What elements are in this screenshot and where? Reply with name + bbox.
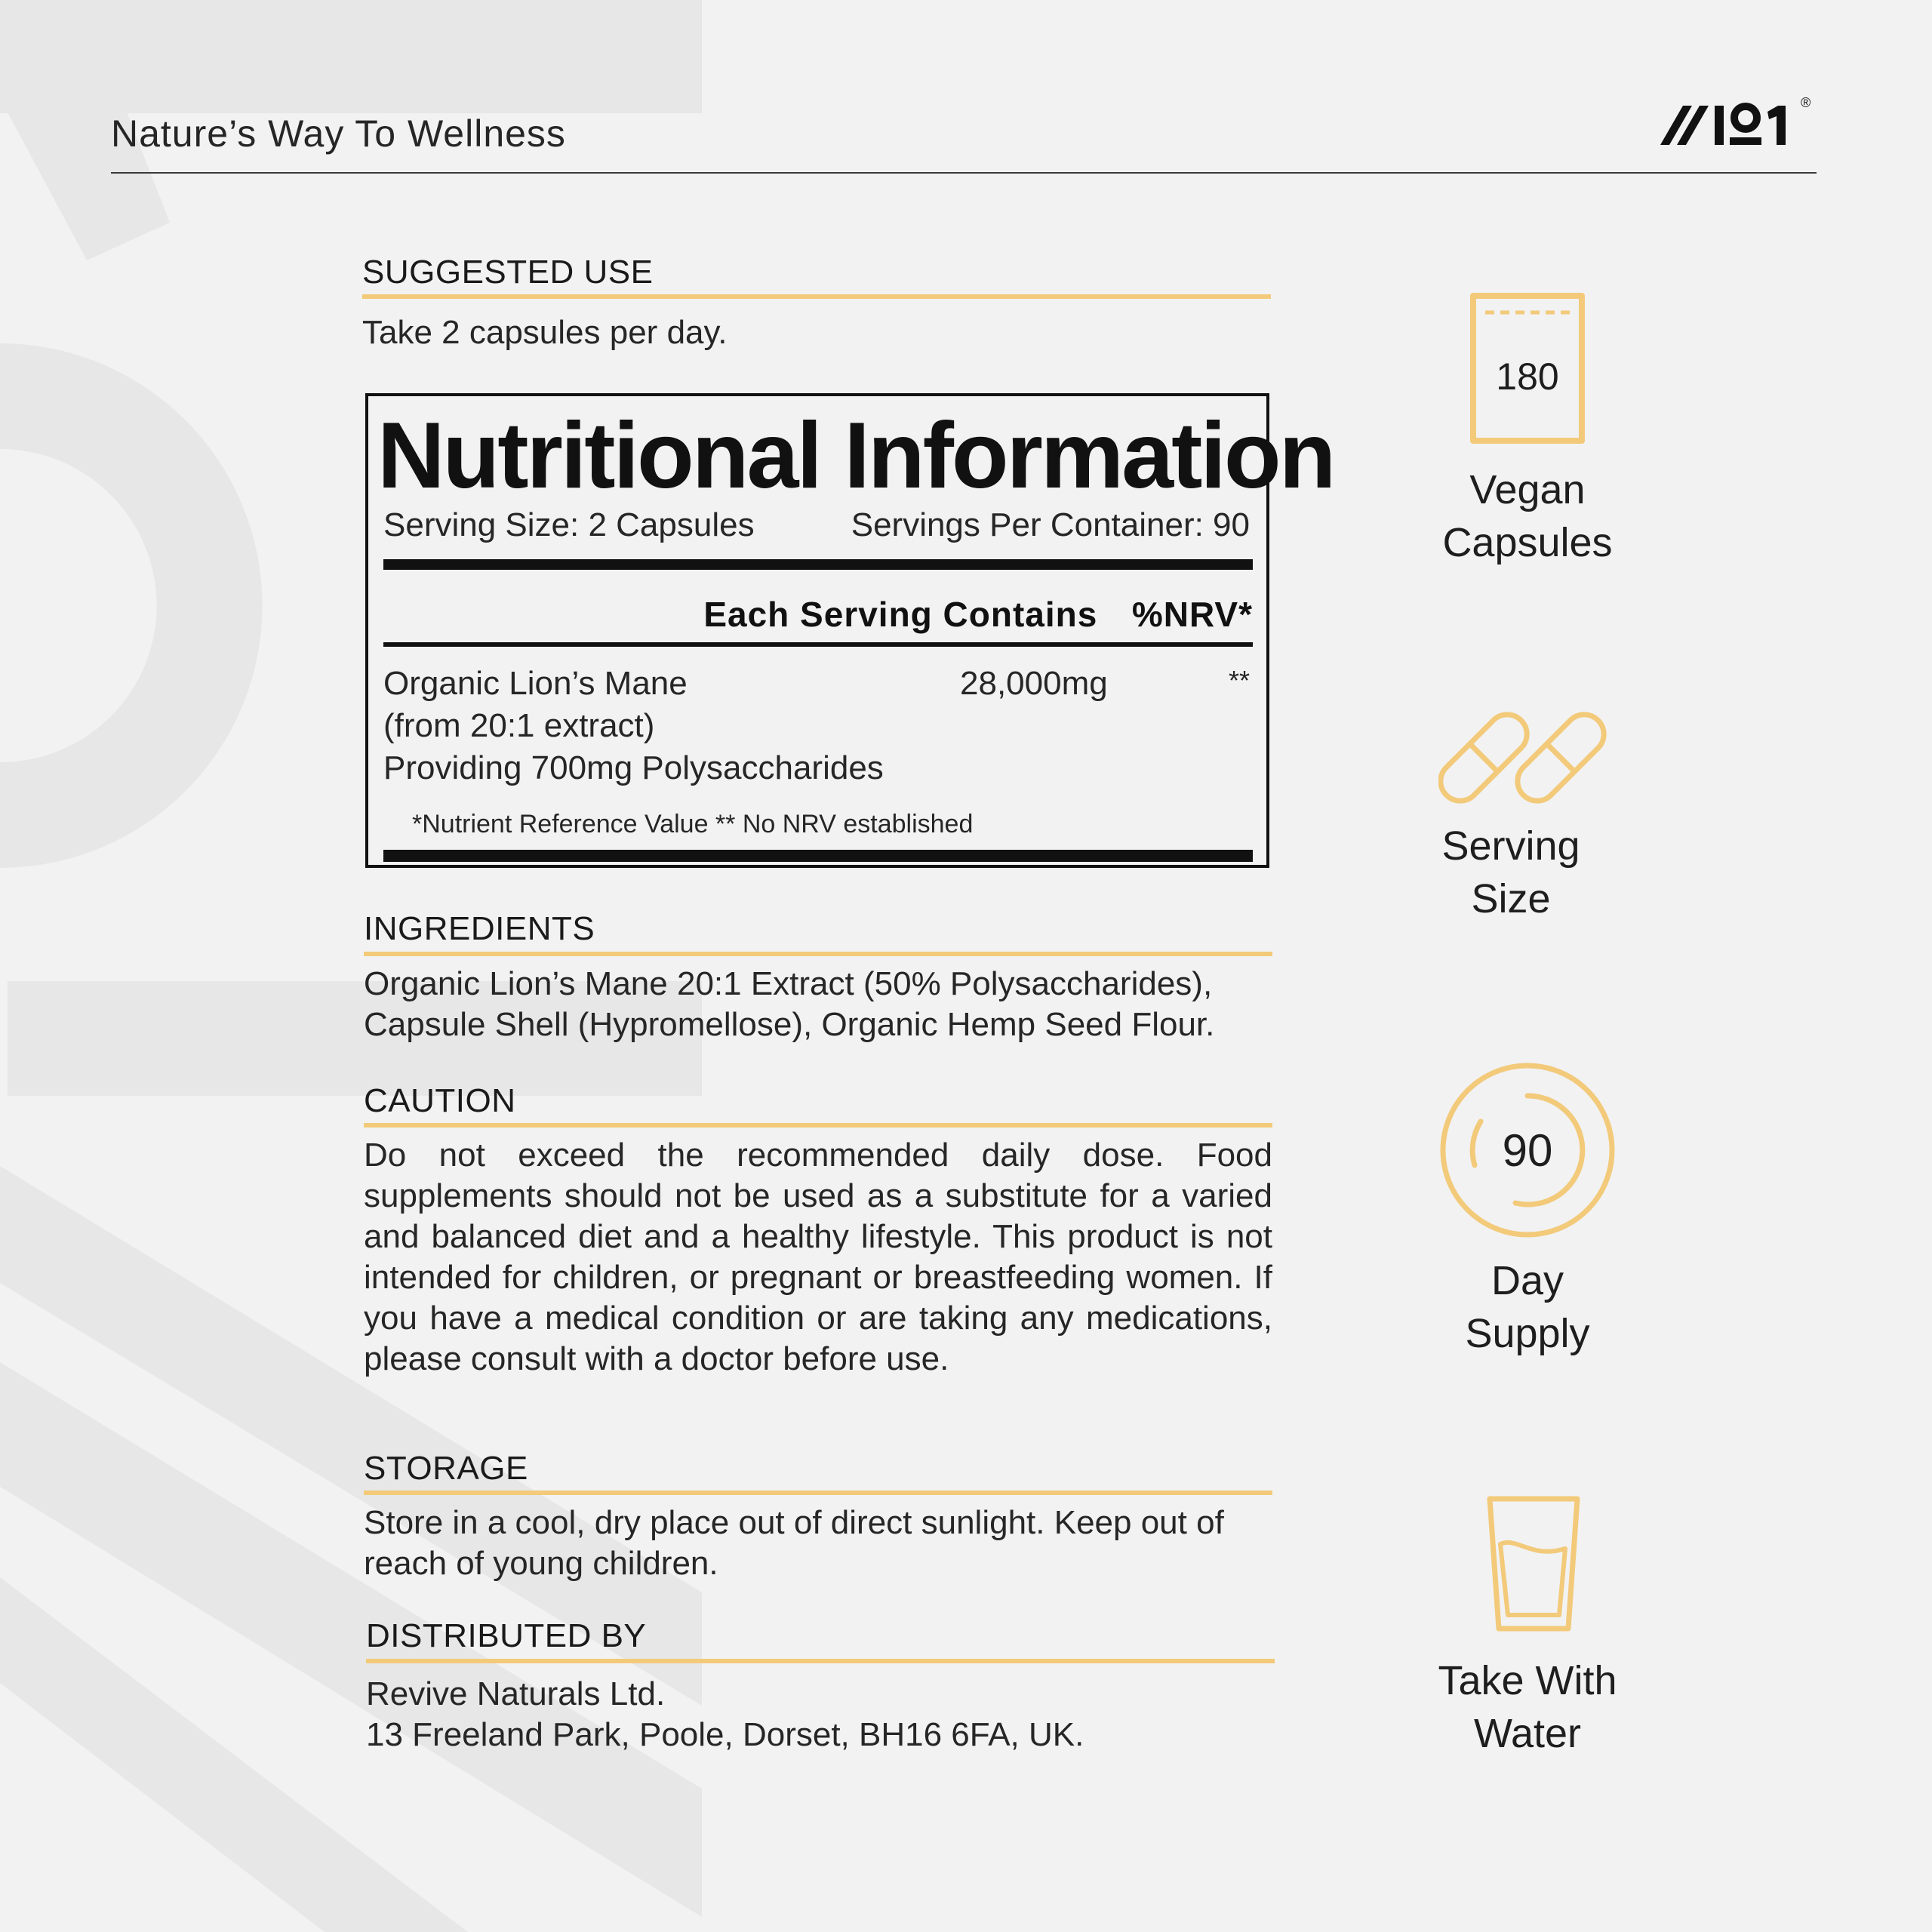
take-with-water-label <box>1392 1654 1663 1760</box>
nutrient-name-line3: Providing 700mg Polysaccharides <box>383 749 884 786</box>
serving-label-line2: Size <box>1471 876 1551 921</box>
distributed-heading: DISTRIBUTED BY <box>366 1617 647 1654</box>
nutrition-panel <box>365 393 1334 868</box>
header-divider <box>111 172 1817 174</box>
capsule-count: 180 <box>1496 355 1559 398</box>
tagline: Nature’s Way To Wellness <box>111 112 566 155</box>
serving-size: Serving Size: 2 Capsules <box>383 506 755 543</box>
vegan-capsules-label <box>1392 463 1663 569</box>
supply-days: 90 <box>1502 1125 1553 1176</box>
nutrition-thin-bar <box>383 642 1253 647</box>
distributed-rule <box>366 1659 1275 1663</box>
svg-text:®: ® <box>1801 95 1811 110</box>
ingredients-rule <box>364 952 1272 956</box>
caution-heading: CAUTION <box>364 1082 516 1119</box>
ingredients-line1: Organic Lion’s Mane 20:1 Extract (50% Polysaccharides), <box>364 965 1213 1002</box>
nutrition-thick-bar <box>383 559 1253 570</box>
nutrition-bottom-bar <box>383 850 1253 862</box>
water-glass-icon <box>1487 1496 1580 1632</box>
nutrient-nrv: ** <box>1228 665 1250 696</box>
suggested-use-rule <box>362 294 1271 299</box>
nrv-footnote: *Nutrient Reference Value ** No NRV established <box>412 810 974 838</box>
nutrient-amount: 28,000mg <box>960 665 1108 702</box>
distributor-company: Revive Naturals Ltd. <box>366 1675 666 1712</box>
supply-label-line1: Day <box>1491 1258 1564 1303</box>
supply-label-line2: Supply <box>1465 1311 1590 1356</box>
each-serving-header <box>703 594 1253 635</box>
ingredients-line2: Capsule Shell (Hypromellose), Organic Hemp Seed Flour. <box>364 1006 1215 1043</box>
vegan-label-line2: Capsules <box>1442 520 1613 565</box>
serving-size-label <box>1375 820 1647 925</box>
nutrition-title: Nutritional Information <box>377 404 1334 508</box>
capsules-icon <box>1438 705 1620 811</box>
each-serving-label: Each Serving Contains <box>703 595 1098 634</box>
storage-heading: STORAGE <box>364 1450 528 1487</box>
suggested-use-heading: SUGGESTED USE <box>362 254 654 291</box>
nutrient-name-line2: (from 20:1 extract) <box>383 707 655 744</box>
water-label-line2: Water <box>1473 1711 1581 1756</box>
nutrient-name-line1: Organic Lion’s Mane <box>383 665 688 702</box>
caution-rule <box>364 1123 1272 1128</box>
storage-rule <box>364 1491 1272 1495</box>
ingredients-heading: INGREDIENTS <box>364 910 595 947</box>
vegan-label-line1: Vegan <box>1469 467 1586 512</box>
servings-per-container: Servings Per Container: 90 <box>851 506 1250 543</box>
suggested-use-text: Take 2 capsules per day. <box>362 314 728 351</box>
water-label-line1: Take With <box>1438 1658 1617 1703</box>
day-supply-label <box>1392 1254 1663 1360</box>
brand-logo <box>1660 91 1819 158</box>
serving-label-line1: Serving <box>1441 823 1580 869</box>
nrv-header: %NRV* <box>1131 595 1253 634</box>
storage-text: Store in a cool, dry place out of direct sunlight. Keep out of reach of young children. <box>364 1504 1224 1582</box>
caution-text: Do not exceed the recommended daily dose. Food supplements should not be used as a substitute for a varied and balanced diet and a healthy lifestyle. This product is not intended for children, or pregnant or breastfeeding women. If you have a medical condition or are taking any medications, please consult with a doctor before use. <box>364 1137 1272 1377</box>
distributor-address: 13 Freeland Park, Poole, Dorset, BH16 6FA, UK. <box>366 1716 1084 1753</box>
